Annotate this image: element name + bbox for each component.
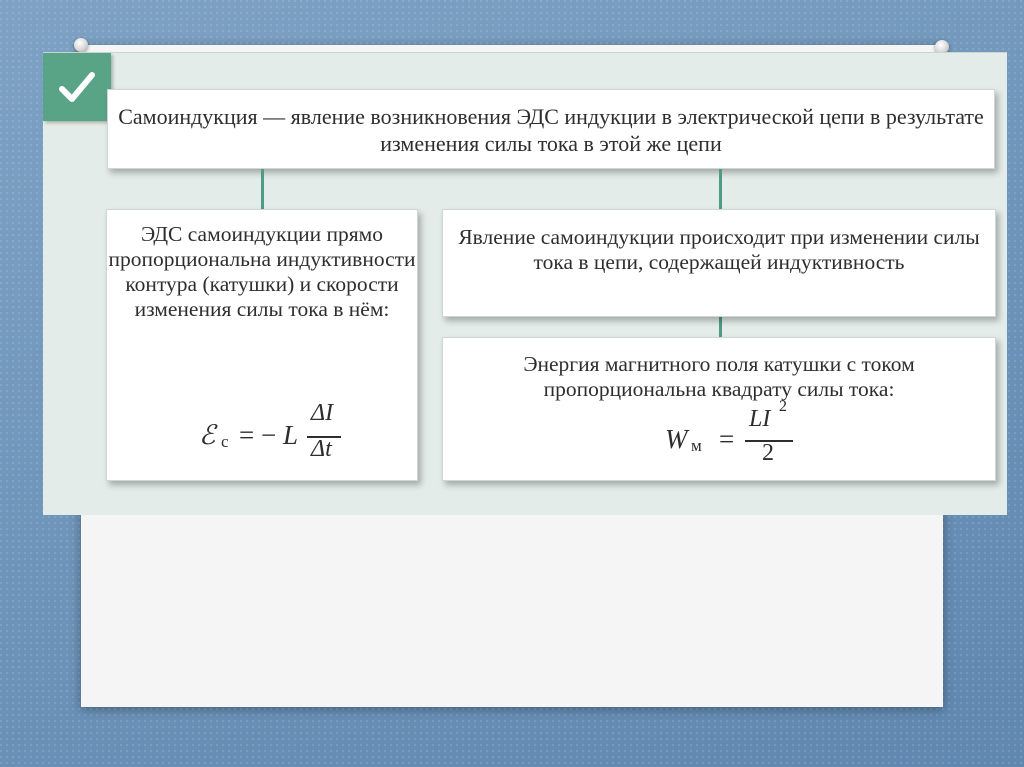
energy-box xyxy=(442,337,996,481)
connector-right xyxy=(719,169,722,209)
emf-rule-text: ЭДС самоиндукции прямо пропорциональна индуктивности контура (катушки) и скорости изменения силы тока в нём: xyxy=(108,222,416,321)
energy-denominator: 2 xyxy=(762,440,774,466)
emf-box xyxy=(106,209,418,481)
emf-equals: = − xyxy=(239,420,277,450)
definition-text: Самоиндукция — явление возникновения ЭДС индукции в электрической цепи в результате изменения силы тока в этой же цепи xyxy=(118,104,984,156)
emf-subscript: с xyxy=(221,432,229,451)
condition-box xyxy=(442,209,996,317)
energy-rule-text: Энергия магнитного поля катушки с током пропорциональна квадрату силы тока: xyxy=(523,352,915,401)
check-icon xyxy=(43,53,111,121)
definition-box xyxy=(107,89,995,169)
emf-denominator: Δt xyxy=(311,436,332,462)
check-badge xyxy=(43,53,111,121)
connector-left xyxy=(261,169,264,209)
connector-middle xyxy=(719,317,722,337)
energy-exponent: 2 xyxy=(779,398,787,415)
pin-left-icon xyxy=(74,38,88,52)
emf-symbol: ℰ xyxy=(199,420,216,450)
emf-coef: L xyxy=(283,420,299,450)
energy-numerator: LI xyxy=(749,406,771,432)
diagram-panel xyxy=(43,52,1007,515)
energy-subscript: м xyxy=(691,436,702,455)
energy-symbol: W xyxy=(665,424,688,454)
energy-equals: = xyxy=(719,424,735,454)
emf-formula xyxy=(199,400,359,470)
emf-numerator: ΔI xyxy=(311,400,334,426)
condition-text: Явление самоиндукции происходит при изменении силы тока в цепи, содержащей индуктивность xyxy=(458,225,980,274)
energy-formula xyxy=(665,398,805,474)
